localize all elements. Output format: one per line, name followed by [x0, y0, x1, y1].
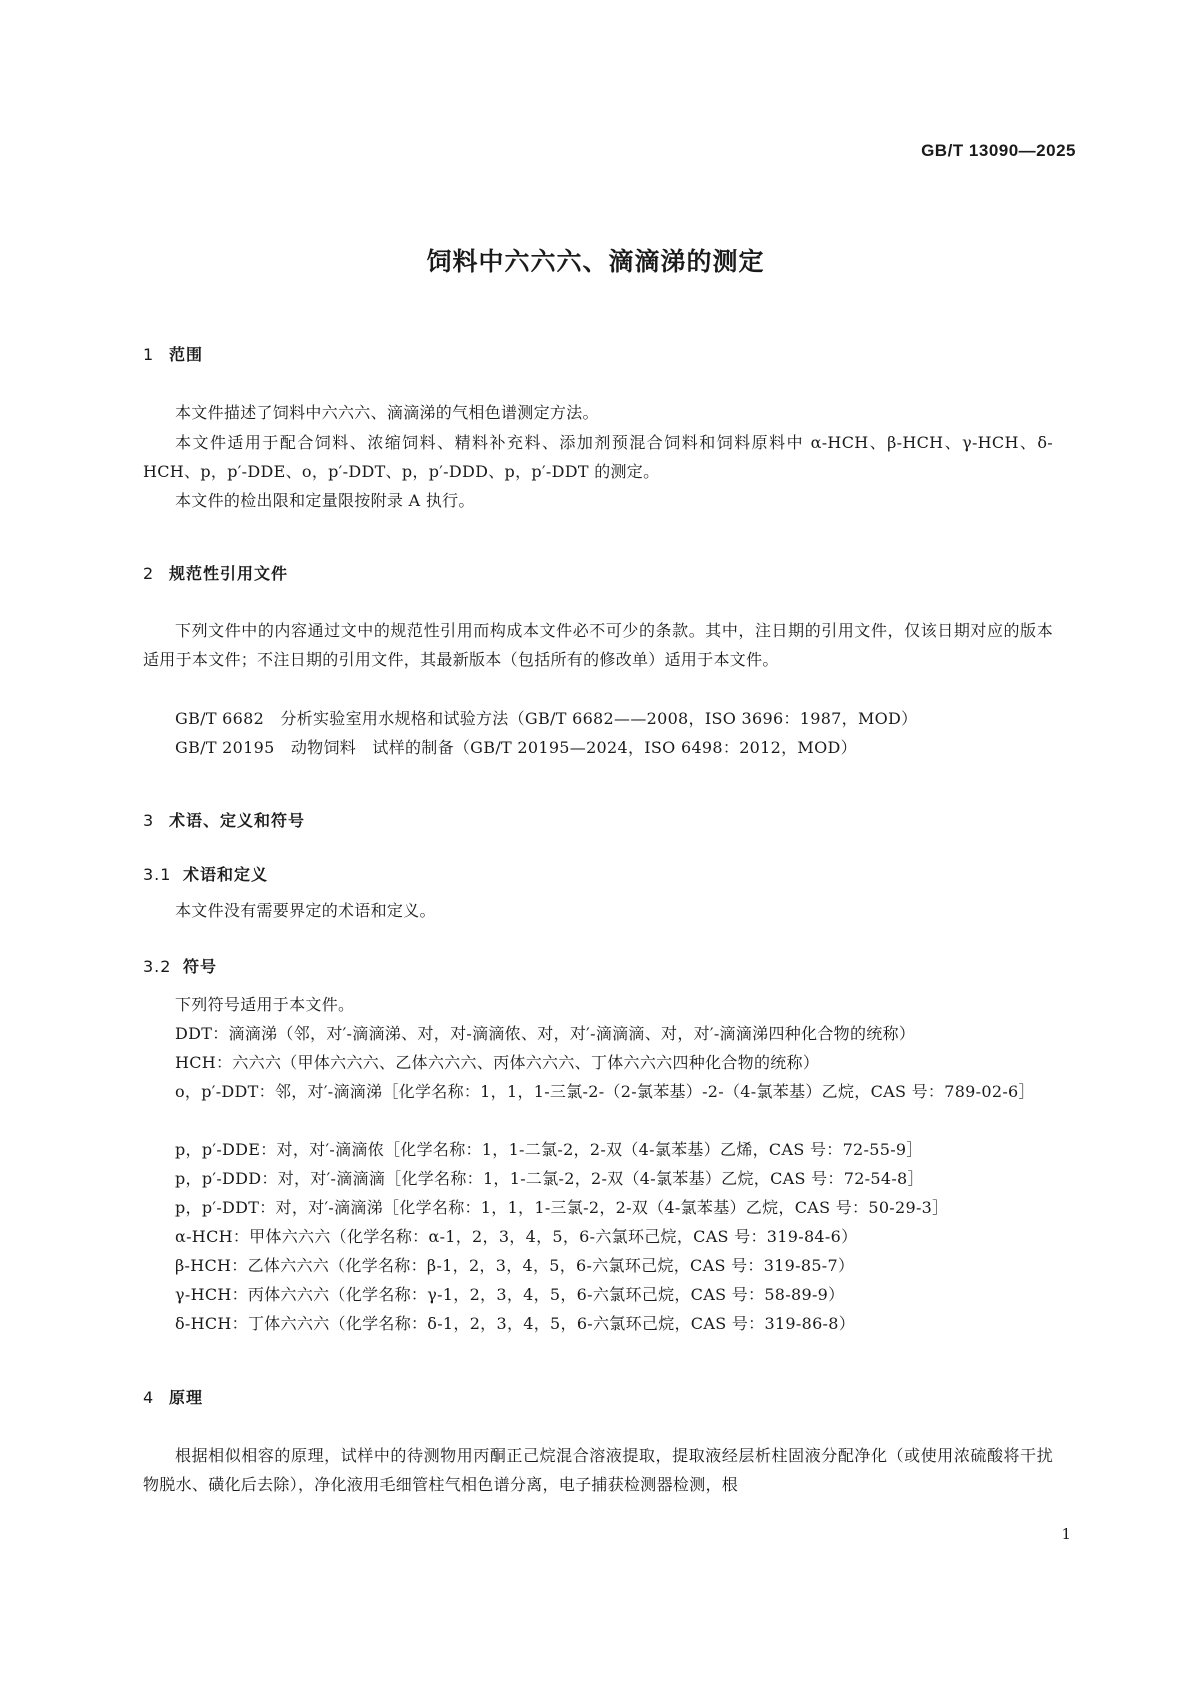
section-title: 符号 — [183, 957, 218, 976]
document-title: 饲料中六六六、滴滴涕的测定 — [426, 247, 765, 276]
section-title: 规范性引用文件 — [169, 564, 289, 583]
section-number: 4 — [143, 1388, 155, 1407]
section-number: 1 — [143, 345, 155, 364]
section-3-heading — [143, 808, 305, 831]
symbol-item: p，p′-DDE：对，对′-滴滴侬［化学名称：1，1-二氯-2，2-双（4-氯苯基）乙烯，CAS 号：72-55-9］ — [175, 1140, 923, 1159]
reference-item: GB/T 20195 动物饲料 试样的制备（GB/T 20195—2024，ISO 6498：2012，MOD） — [175, 738, 857, 757]
section-title: 术语和定义 — [183, 865, 269, 884]
section-title: 范围 — [169, 345, 204, 364]
section-1-heading — [143, 342, 203, 365]
section-number: 3.2 — [143, 957, 172, 976]
section-number: 3 — [143, 811, 155, 830]
section-2-heading — [143, 561, 288, 584]
symbol-item: p，p′-DDT：对，对′-滴滴涕［化学名称：1，1，1-三氯-2，2-双（4-氯苯基）乙烷，CAS 号：50-29-3］ — [175, 1198, 949, 1217]
subsection-3-2-heading — [143, 954, 217, 977]
section-number: 2 — [143, 564, 155, 583]
paragraph: 本文件适用于配合饲料、浓缩饲料、精料补充料、添加剂预混合饲料和饲料原料中 α-HCH、β-HCH、γ-HCH、δ-HCH、p，p′-DDE、o，p′-DDT、p，p′-DDD、p，p′-DDT 的测定。 — [143, 433, 1053, 481]
symbol-item: o，p′-DDT：邻，对′-滴滴涕［化学名称：1，1，1-三氯-2-（2-氯苯基）-2-（4-氯苯基）乙烷，CAS 号：789-02-6］ — [175, 1082, 1035, 1101]
section-title: 原理 — [169, 1388, 204, 1407]
paragraph: 本文件没有需要界定的术语和定义。 — [175, 901, 436, 920]
symbol-item: β-HCH：乙体六六六（化学名称：β-1，2，3，4，5，6-六氯环己烷，CAS 号：319-85-7） — [175, 1256, 855, 1275]
symbol-item: γ-HCH：丙体六六六（化学名称：γ-1，2，3，4，5，6-六氯环己烷，CAS 号：58-89-9） — [175, 1285, 845, 1304]
subsection-3-1-heading — [143, 862, 268, 885]
symbol-item: HCH：六六六（甲体六六六、乙体六六六、丙体六六六、丁体六六六四种化合物的统称） — [175, 1053, 820, 1072]
symbol-item: δ-HCH：丁体六六六（化学名称：δ-1，2，3，4，5，6-六氯环己烷，CAS 号：319-86-8） — [175, 1314, 856, 1333]
symbol-item: DDT：滴滴涕（邻，对′-滴滴涕、对，对-滴滴侬、对，对′-滴滴滴、对，对′-滴滴涕四种化合物的统称） — [175, 1024, 916, 1043]
symbol-item: α-HCH：甲体六六六（化学名称：α-1，2，3，4，5，6-六氯环己烷，CAS 号：319-84-6） — [175, 1227, 858, 1246]
paragraph: 下列符号适用于本文件。 — [175, 995, 355, 1014]
paragraph: 本文件的检出限和定量限按附录 A 执行。 — [175, 491, 475, 510]
section-4-heading — [143, 1385, 203, 1408]
symbol-item: p，p′-DDD：对，对′-滴滴滴［化学名称：1，1-二氯-2，2-双（4-氯苯基）乙烷，CAS 号：72-54-8］ — [175, 1169, 924, 1188]
standard-number: GB/T 13090—2025 — [921, 141, 1076, 160]
paragraph: 根据相似相容的原理，试样中的待测物用丙酮正己烷混合溶液提取，提取液经层析柱固液分配净化（或使用浓硫酸将干扰物脱水、磺化后去除），净化液用毛细管柱气相色谱分离，电子捕获检测器检测，根 — [143, 1446, 1053, 1494]
page-number: 1 — [1061, 1525, 1071, 1543]
reference-item: GB/T 6682 分析实验室用水规格和试验方法（GB/T 6682——2008，ISO 3696：1987，MOD） — [175, 709, 918, 728]
paragraph: 本文件描述了饲料中六六六、滴滴涕的气相色谱测定方法。 — [175, 403, 599, 422]
paragraph: 下列文件中的内容通过文中的规范性引用而构成本文件必不可少的条款。其中，注日期的引用文件，仅该日期对应的版本适用于本文件；不注日期的引用文件，其最新版本（包括所有的修改单）适用于本文件。 — [143, 621, 1053, 669]
section-number: 3.1 — [143, 865, 172, 884]
section-title: 术语、定义和符号 — [169, 811, 306, 830]
